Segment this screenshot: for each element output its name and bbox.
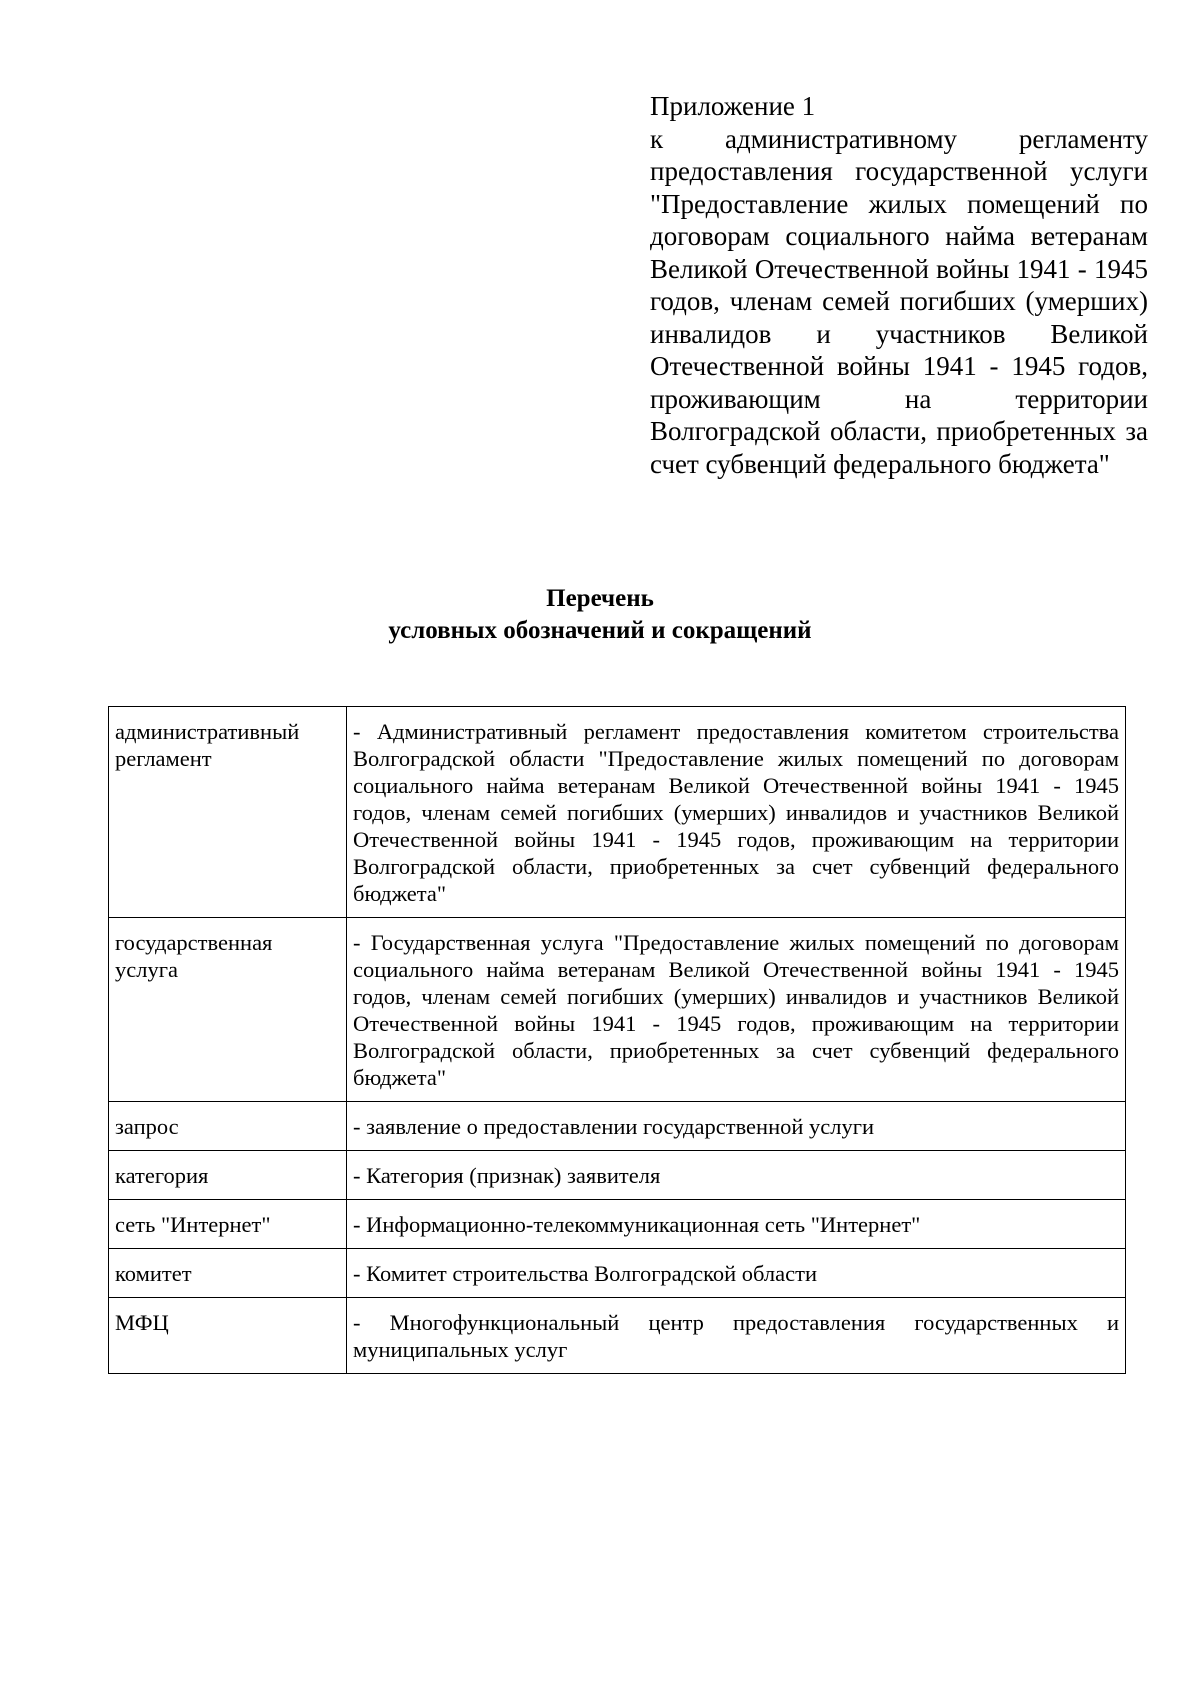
term-cell: категория xyxy=(109,1151,347,1200)
term-cell: МФЦ xyxy=(109,1298,347,1374)
appendix-heading: Приложение 1 xyxy=(650,91,816,121)
term-cell: запрос xyxy=(109,1102,347,1151)
definition-cell: - Административный регламент предоставления комитетом строительства Волгоградской области "Предоставление жилых помещений по договорам социального найма ветеранам Великой Отечественной войны 1941 - 1945 годов, членам семей погибших (умерших) инвалидов и участников Великой Отечественной войны 1941 - 1945 годов, проживающим на территории Волгоградской области, приобретенных за счет субвенций федерального бюджета" xyxy=(347,707,1126,918)
title-line-2: условных обозначений и сокращений xyxy=(388,617,812,644)
table-row xyxy=(109,1298,1126,1374)
abbreviations-table xyxy=(108,706,1126,1374)
definition-cell: - Комитет строительства Волгоградской области xyxy=(347,1249,1126,1298)
title-line-1: Перечень xyxy=(546,585,654,612)
table-row xyxy=(109,1249,1126,1298)
definition-cell: - Государственная услуга "Предоставление жилых помещений по договорам социального найма ветеранам Великой Отечественной войны 1941 - 1945 годов, членам семей погибших (умерших) инвалидов и участников Великой Отечественной войны 1941 - 1945 годов, проживающим на территории Волгоградской области, приобретенных за счет субвенций федерального бюджета" xyxy=(347,918,1126,1102)
appendix-body: к административному регламенту предоставления государственной услуги "Предоставление жилых помещений по договорам социального найма ветеранам Великой Отечественной войны 1941 - 1945 годов, членам семей погибших (умерших) инвалидов и участников Великой Отечественной войны 1941 - 1945 годов, проживающим на территории Волгоградской области, приобретенных за счет субвенций федерального бюджета" xyxy=(650,123,1148,479)
definition-cell: - заявление о предоставлении государственной услуги xyxy=(347,1102,1126,1151)
definition-cell: - Многофункциональный центр предоставления государственных и муниципальных услуг xyxy=(347,1298,1126,1374)
table-row xyxy=(109,1102,1126,1151)
table-row xyxy=(109,918,1126,1102)
table-row xyxy=(109,707,1126,918)
table-row xyxy=(109,1200,1126,1249)
definition-cell: - Информационно-телекоммуникационная сеть "Интернет" xyxy=(347,1200,1126,1249)
appendix-note xyxy=(650,90,1148,480)
term-cell: административный регламент xyxy=(109,707,347,918)
document-title xyxy=(0,583,1200,647)
term-cell: комитет xyxy=(109,1249,347,1298)
definition-cell: - Категория (признак) заявителя xyxy=(347,1151,1126,1200)
table-row xyxy=(109,1151,1126,1200)
term-cell: сеть "Интернет" xyxy=(109,1200,347,1249)
term-cell: государственная услуга xyxy=(109,918,347,1102)
